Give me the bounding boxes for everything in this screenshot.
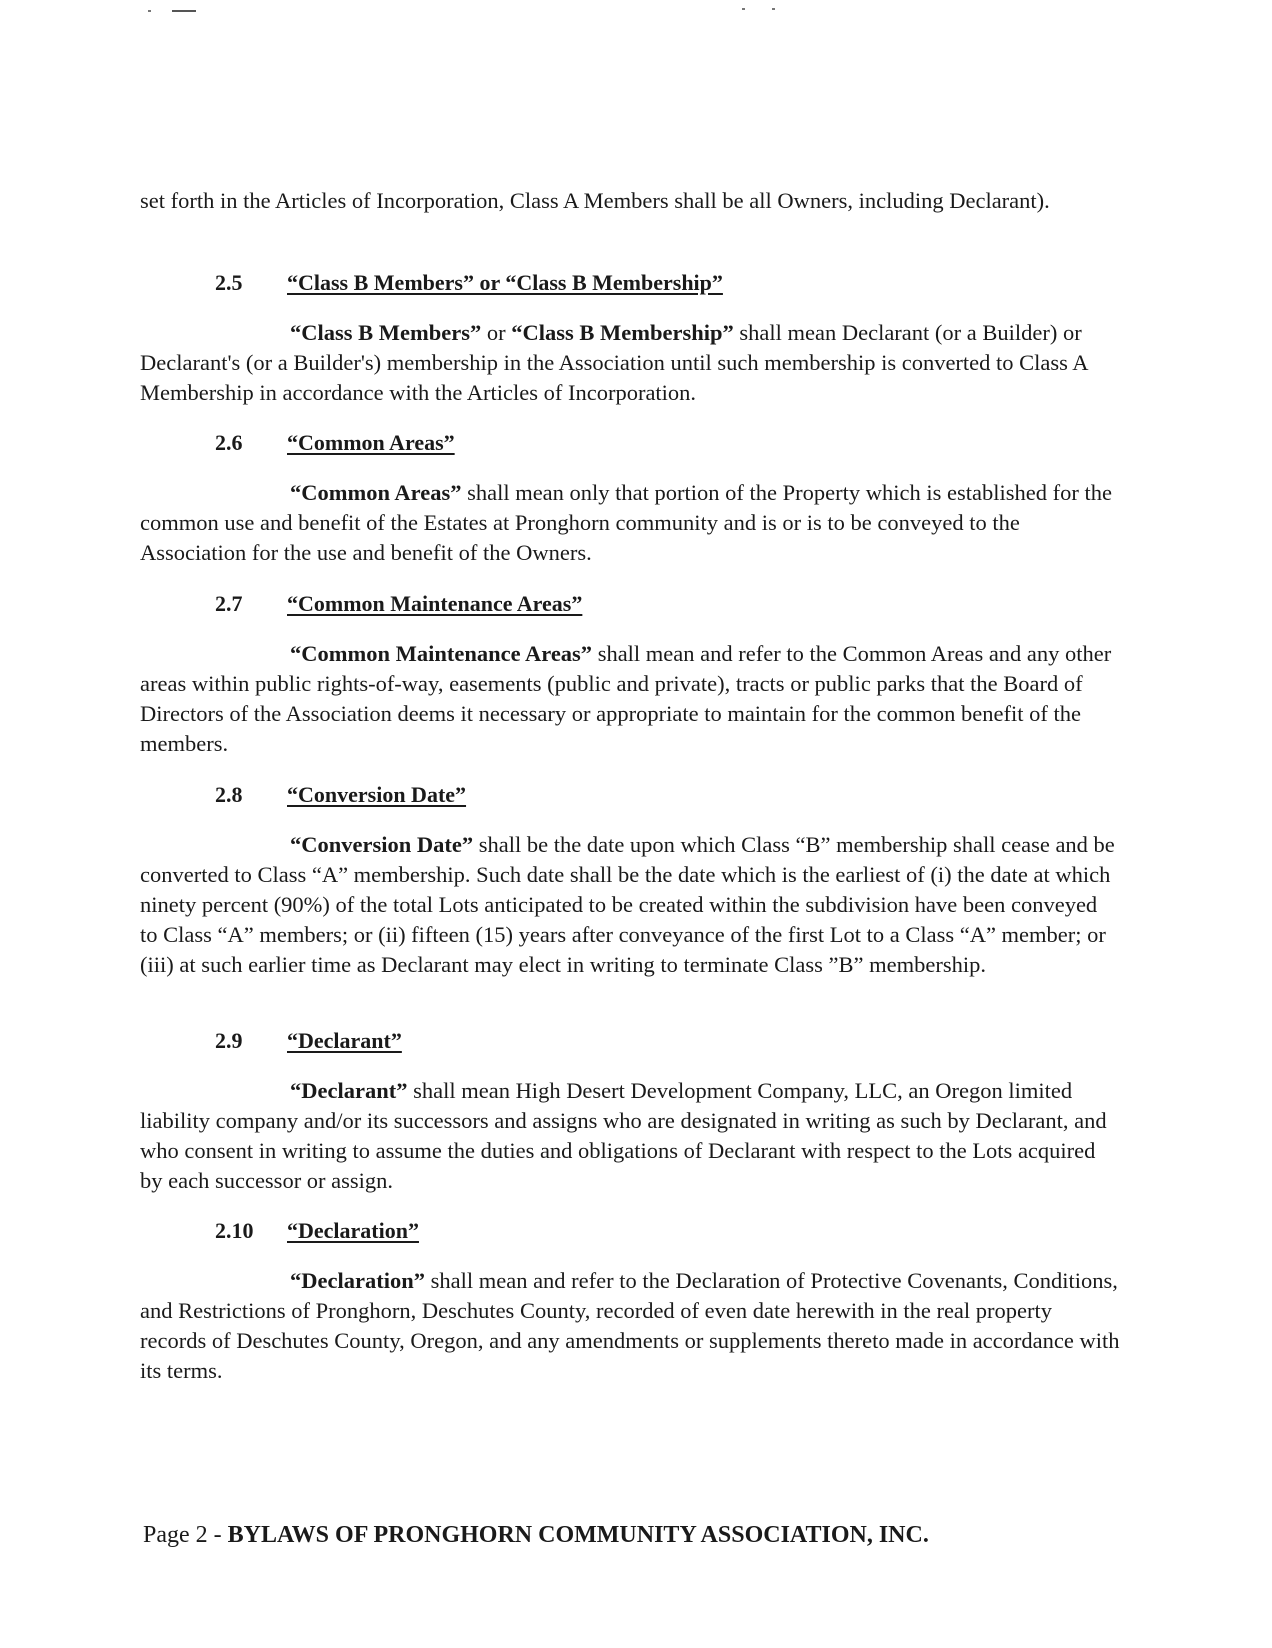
page-footer (143, 1522, 929, 1549)
defined-term: “Declaration” (290, 1268, 425, 1293)
defined-term: “Common Areas” (290, 480, 462, 505)
definition-text: shall mean Declarant (or a Builder) or Declarant's (or a Builder's) membership in the Association until such membership is converted to Class A Membership in accordance with the Articles of Incorporation. (140, 320, 1088, 405)
section-number: 2.6 (215, 430, 243, 455)
defined-term: “Class B Members” (290, 320, 482, 345)
intro-paragraph: set forth in the Articles of Incorporation, Class A Members shall be all Owners, including Declarant). (140, 188, 1050, 213)
scan-artifact (148, 10, 151, 12)
definition-text: shall mean only that portion of the Property which is established for the common use and benefit of the Estates at Pronghorn community and is or is to be conveyed to the Association for the use and benefit of the Owners. (140, 480, 1112, 565)
scan-artifact (772, 8, 775, 10)
section-body-2-7 (140, 639, 1120, 759)
section-body-2-8 (140, 830, 1120, 980)
section-title: “Class B Members” or “Class B Membership” (287, 270, 723, 295)
section-title: “Common Areas” (287, 430, 455, 455)
section-body-2-10 (140, 1266, 1120, 1386)
section-number: 2.7 (215, 591, 243, 616)
section-heading-2-6 (215, 430, 455, 456)
term-joiner: or (481, 320, 512, 345)
section-body-2-6 (140, 478, 1120, 568)
section-number: 2.5 (215, 270, 243, 295)
defined-term: “Class B Membership” (511, 320, 734, 345)
section-title: “Declarant” (287, 1028, 402, 1053)
section-number: 2.8 (215, 782, 243, 807)
scan-artifact (742, 8, 745, 10)
scan-artifact (172, 10, 196, 12)
definition-text: shall mean and refer to the Common Areas and any other areas within public rights-of-way, easements (public and private), tracts or public parks that the Board of Directors of the Association deems it necessary or appropriate to maintain for the common benefit of the members. (140, 641, 1112, 756)
section-body-2-5 (140, 318, 1120, 408)
definition-text: shall mean High Desert Development Company, LLC, an Oregon limited liability company and/or its successors and assigns who are designated in writing as such by Declarant, and who consent in writing to assume the duties and obligations of Declarant with respect to the Lots acquired by each successor or assign. (140, 1078, 1107, 1193)
section-title: “Declaration” (287, 1218, 419, 1243)
section-number: 2.10 (215, 1218, 254, 1243)
defined-term: “Declarant” (290, 1078, 408, 1103)
section-heading-2-7 (215, 591, 582, 617)
section-body-2-9 (140, 1076, 1120, 1196)
page-label: Page 2 - (143, 1522, 228, 1548)
section-number: 2.9 (215, 1028, 243, 1053)
section-heading-2-5 (215, 270, 723, 296)
document-title: BYLAWS OF PRONGHORN COMMUNITY ASSOCIATION, INC. (227, 1522, 929, 1548)
section-heading-2-9 (215, 1028, 402, 1054)
defined-term: “Common Maintenance Areas” (290, 641, 593, 666)
section-title: “Conversion Date” (287, 782, 467, 807)
section-heading-2-10 (215, 1218, 419, 1244)
section-heading-2-8 (215, 782, 466, 808)
defined-term: “Conversion Date” (290, 832, 474, 857)
definition-text: shall mean and refer to the Declaration of Protective Covenants, Conditions, and Restrictions of Pronghorn, Deschutes County, recorded of even date herewith in the real property records of Deschutes County, Oregon, and any amendments or supplements thereto made in accordance with its terms. (140, 1268, 1120, 1383)
section-title: “Common Maintenance Areas” (287, 591, 583, 616)
definition-text: shall be the date upon which Class “B” membership shall cease and be converted to Class “A” membership. Such date shall be the date which is the earliest of (i) the date at which ninety percent (90%) of the total Lots anticipated to be created within the subdivision have been conveyed to Class “A” members; or (ii) fifteen (15) years after conveyance of the first Lot to a Class “A” member; or (iii) at such earlier time as Declarant may elect in writing to terminate Class ”B” membership. (140, 832, 1115, 977)
